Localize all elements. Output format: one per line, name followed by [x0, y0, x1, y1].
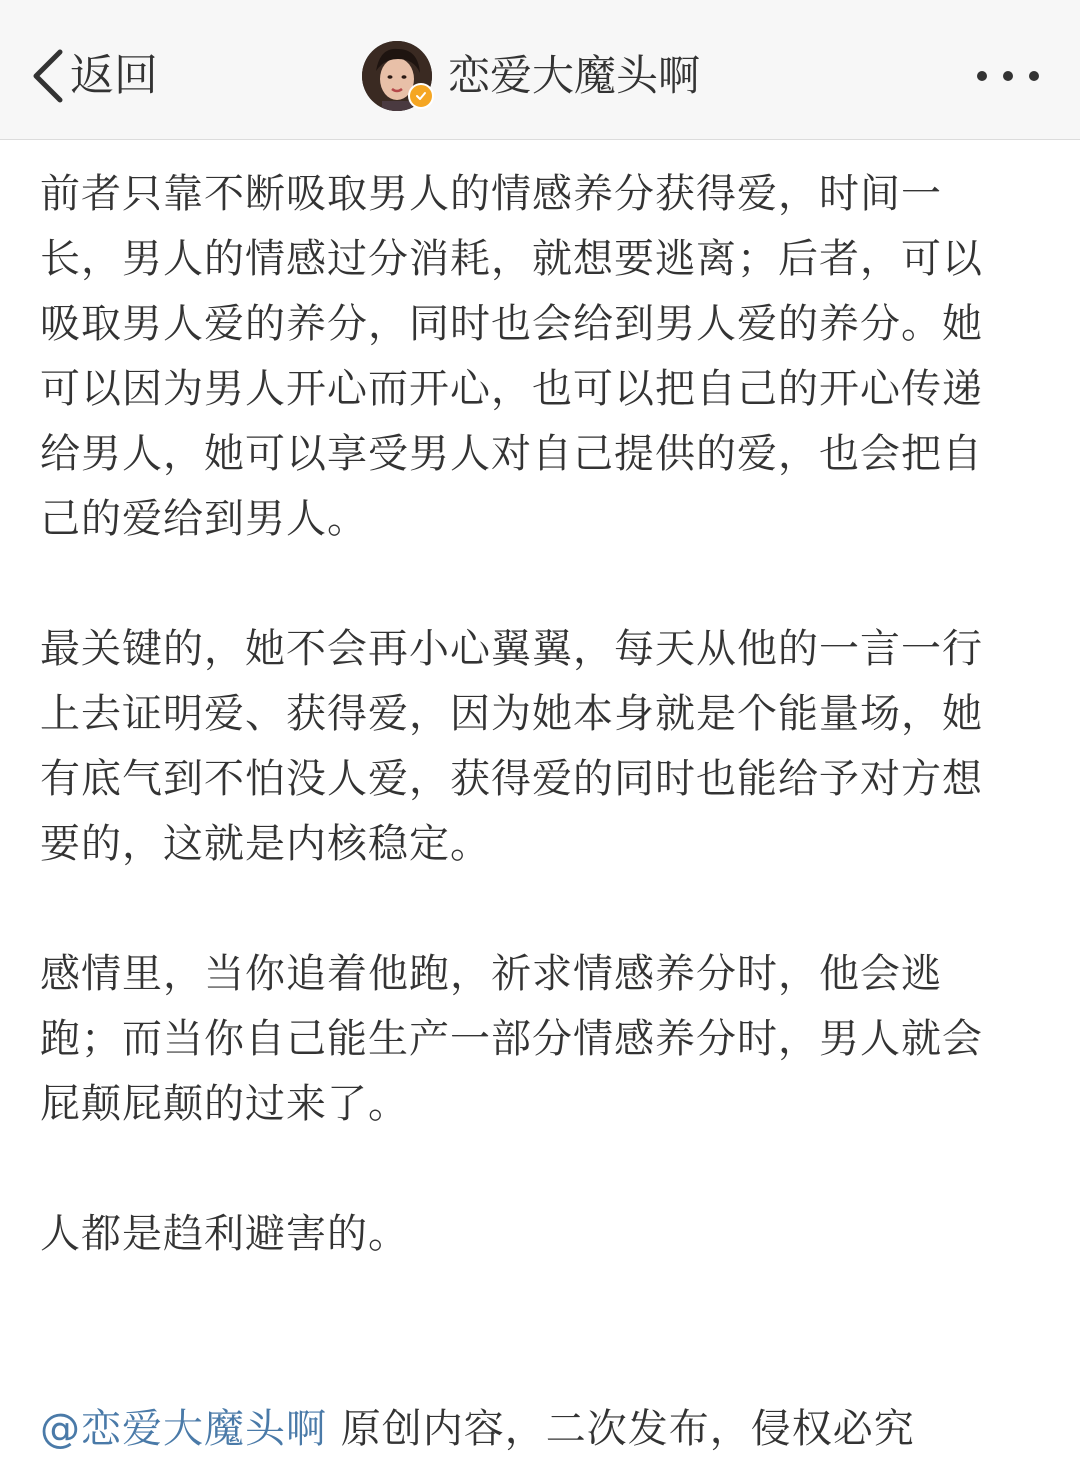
copyright-text: 原创内容，二次发布，侵权必究	[327, 1406, 915, 1452]
verified-badge-icon	[408, 83, 434, 109]
chevron-left-icon	[30, 48, 66, 104]
top-nav-bar	[0, 0, 1080, 140]
back-label: 返回	[70, 50, 158, 101]
more-dots-icon	[974, 64, 1042, 88]
more-button[interactable]	[974, 64, 1042, 88]
paragraph: 前者只靠不断吸取男人的情感养分获得爱，时间一长，男人的情感过分消耗，就想要逃离；后者，可以吸取男人爱的养分，同时也会给到男人爱的养分。她可以因为男人开心而开心，也可以把自己的开心传递给男人，她可以享受男人对自己提供的爱，也会把自己的爱给到男人。	[40, 171, 983, 542]
paragraph: 人都是趋利避害的。	[40, 1211, 409, 1257]
username[interactable]: 恋爱大魔头啊	[448, 51, 701, 100]
post-content	[40, 162, 1010, 1462]
copyright-footer	[40, 1397, 1010, 1462]
user-mention-link[interactable]: @恋爱大魔头啊	[40, 1406, 327, 1452]
paragraph: 感情里，当你追着他跑，祈求情感养分时，他会逃跑；而当你自己能生产一部分情感养分时，男人就会屁颠屁颠的过来了。	[40, 951, 983, 1127]
avatar[interactable]	[362, 41, 432, 111]
profile-header[interactable]	[362, 40, 700, 112]
back-button[interactable]	[30, 44, 158, 108]
paragraph: 最关键的，她不会再小心翼翼，每天从他的一言一行上去证明爱、获得爱，因为她本身就是个能量场，她有底气到不怕没人爱，获得爱的同时也能给予对方想要的，这就是内核稳定。	[40, 626, 983, 867]
